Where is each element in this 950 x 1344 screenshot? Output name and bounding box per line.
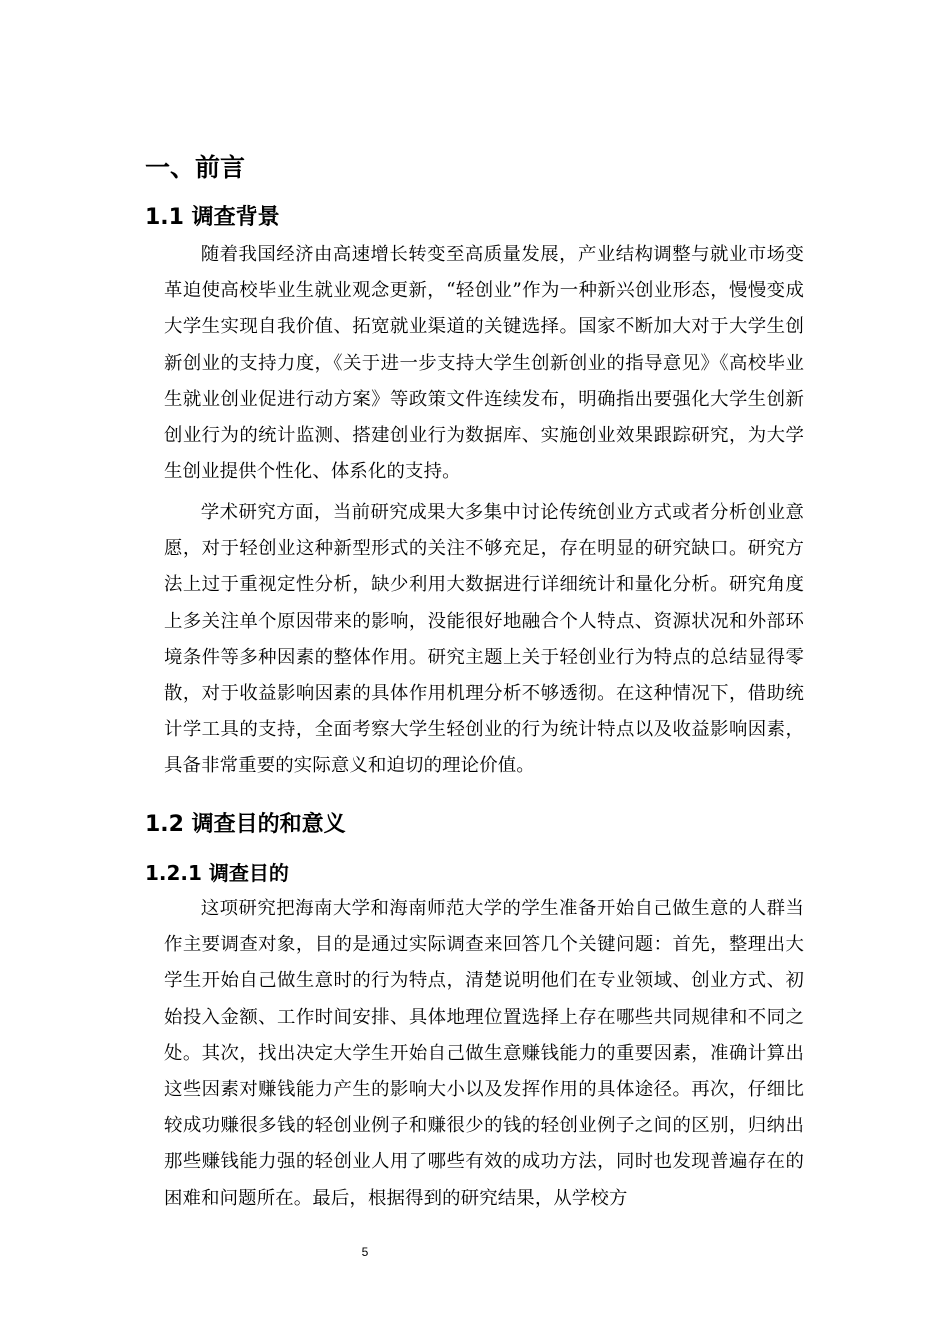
subsection-heading-purpose: 1.2.1 调查目的 [145,861,289,885]
page-number: 5 [361,1245,369,1259]
paragraph-background-2: 学术研究方面，当前研究成果大多集中讨论传统创业方式或者分析创业意愿，对于轻创业这种新型形式的关注不够充足，存在明显的研究缺口。研究方法上过于重视定性分析，缺少利用大数据进行详细统计和量化分析。研究角度上多关注单个原因带来的影响，没能很好地融合个人特点、资源状况和外部环境条件等多种因素的整体作用。研究主题上关于轻创业行为特点的总结显得零散，对于收益影响因素的具体作用机理分析不够透彻。在这种情况下，借助统计学工具的支持，全面考察大学生轻创业的行为统计特点以及收益影响因素，具备非常重要的实际意义和迫切的理论价值。 [164,502,804,777]
section-heading-background: 1.1 调查背景 [145,205,280,230]
chapter-heading: 一、前言 [145,153,246,182]
paragraph-background-1: 随着我国经济由高速增长转变至高质量发展，产业结构调整与就业市场变革迫使高校毕业生就业观念更新，“轻创业”作为一种新兴创业形态，慢慢变成大学生实现自我价值、拓宽就业渠道的关键选择。国家不断加大对于大学生创新创业的支持力度，《关于进一步支持大学生创新创业的指导意见》《高校毕业生就业创业促进行动方案》等政策文件连续发布，明确指出要强化大学生创新创业行为的统计监测、搭建创业行为数据库、实施创业效果跟踪研究，为大学生创业提供个性化、体系化的支持。 [164,244,804,483]
section-heading-purpose-significance: 1.2 调查目的和意义 [145,812,346,837]
paragraph-purpose: 这项研究把海南大学和海南师范大学的学生准备开始自己做生意的人群当作主要调查对象，目的是通过实际调查来回答几个关键问题：首先，整理出大学生开始自己做生意时的行为特点，清楚说明他们在专业领域、创业方式、初始投入金额、工作时间安排、具体地理位置选择上存在哪些共同规律和不同之处。其次，找出决定大学生开始自己做生意赚钱能力的重要因素，准确计算出这些因素对赚钱能力产生的影响大小以及发挥作用的具体途径。再次，仔细比较成功赚很多钱的轻创业例子和赚很少的钱的轻创业例子之间的区别，归纳出那些赚钱能力强的轻创业人用了哪些有效的成功方法，同时也发现普遍存在的困难和问题所在。最后，根据得到的研究结果，从学校方 [164,898,804,1209]
